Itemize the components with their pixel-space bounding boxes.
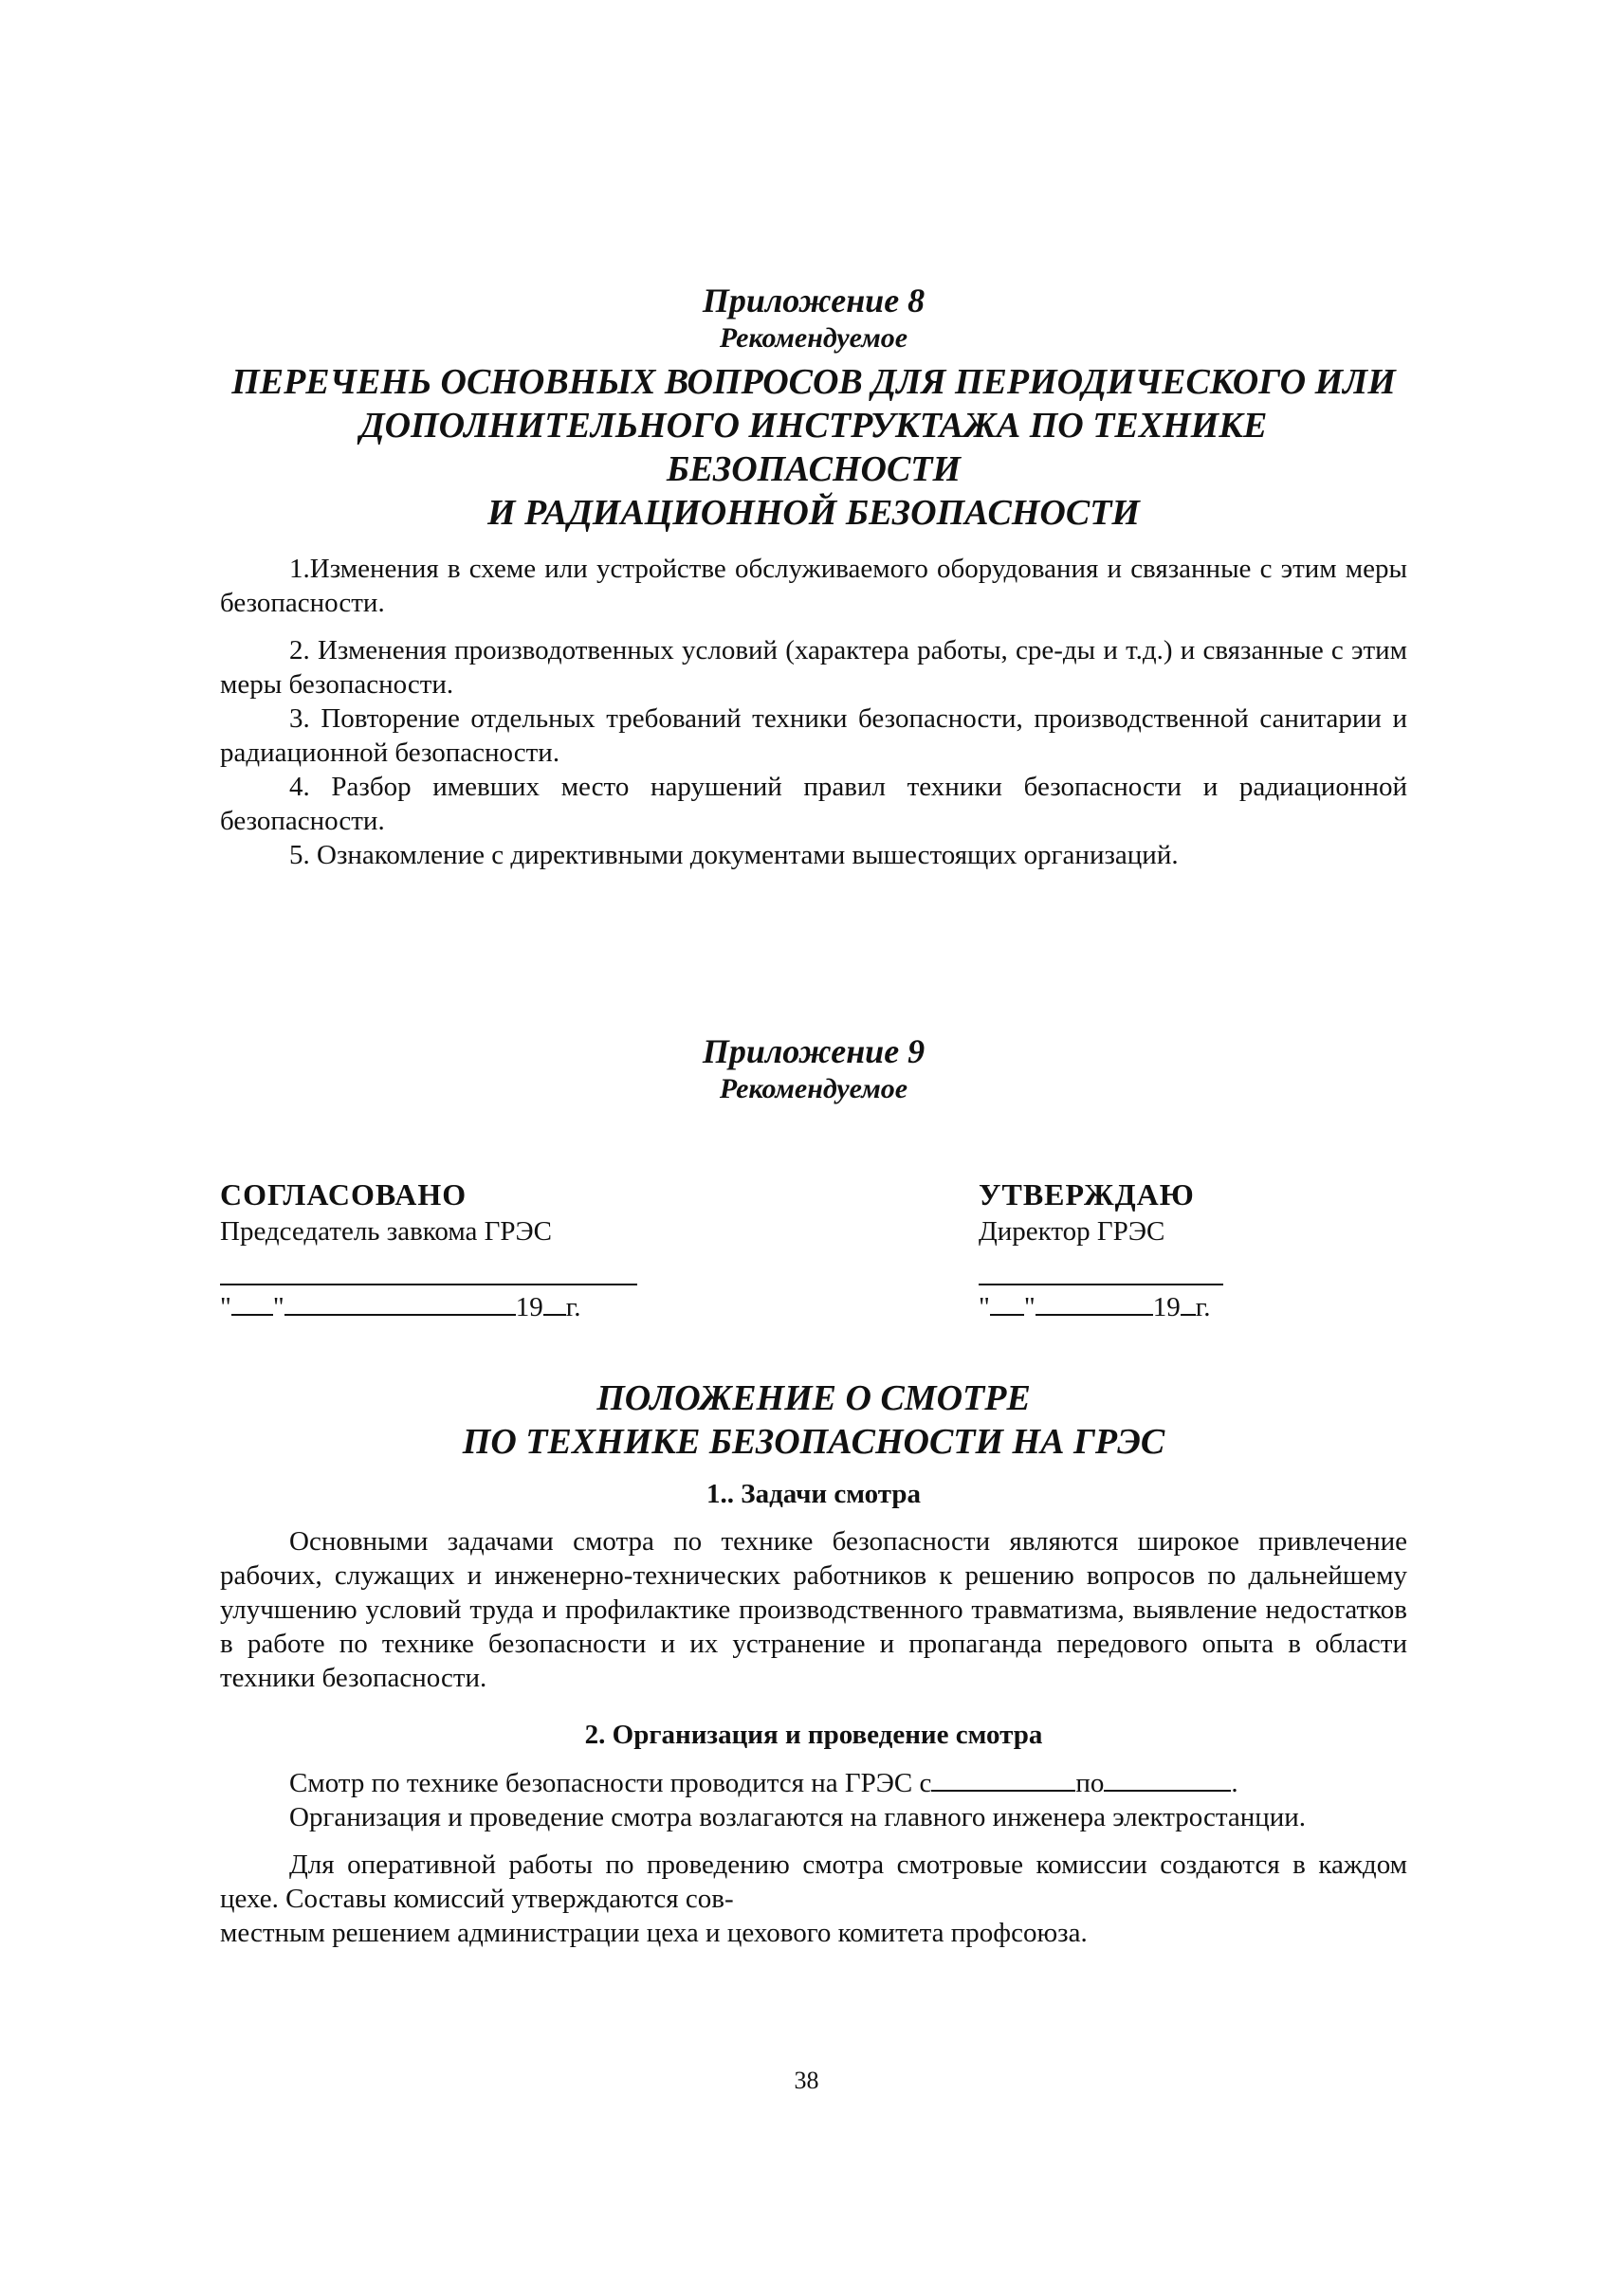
list-item: 2. Изменения производотвенных условий (характера работы, сре-ды и т.д.) и связанные с этим меры безопасности. — [220, 635, 1407, 700]
approve-role: Директор ГРЭС — [979, 1216, 1165, 1247]
section-2-heading: 2. Организация и проведение смотра — [584, 1720, 1043, 1750]
section-1-text: Основными задачами смотра по технике безопасности являются широкое привлечение рабочих, служащих и инженерно-технических работников к решению вопросов по дальнейшему улучшению условий труда и профилактике производственного травматизма, выявление недостатков в работе по технике безопасности и их устранение и пропаганда передового опыта в области техники безопасности. — [220, 1526, 1407, 1693]
title-line: ПЕРЕЧЕНЬ ОСНОВНЫХ ВОПРОСОВ ДЛЯ ПЕРИОДИЧЕСКОГО ИЛИ — [231, 362, 1396, 402]
agreed-date-line: " " 19 г. — [220, 1289, 637, 1322]
approve-date-line: " " 19 г. — [979, 1289, 1263, 1322]
title-line: ДОПОЛНИТЕЛЬНОГО ИНСТРУКТАЖА ПО ТЕХНИКЕ БЕЗОПАСНОСТИ — [359, 406, 1268, 489]
list-item: 5. Ознакомление с директивными документами вышестоящих организаций. — [289, 840, 1179, 870]
date-to-blank — [1104, 1765, 1231, 1792]
list-item: 4. Разбор имевших место нарушений правил техники безопасности и радиационной безопасности. — [220, 772, 1407, 836]
list-item: 3. Повторение отдельных требований техники безопасности, производственной санитарии и радиационной безопасности. — [220, 703, 1407, 768]
page-content — [220, 281, 1407, 1950]
appendix-8-label: Приложение 8 — [702, 282, 926, 319]
appendix-8-title — [220, 360, 1407, 535]
appendix-9-sublabel: Рекомендуемое — [719, 1073, 908, 1104]
approve-column — [979, 1175, 1263, 1322]
instruction-list — [220, 552, 1407, 872]
date-from-blank — [931, 1765, 1075, 1792]
approve-heading: УТВЕРЖДАЮ — [979, 1177, 1195, 1212]
section-2-paragraph: местным решением администрации цеха и цехового комитета профсоюза. — [220, 1918, 1088, 1948]
appendix-8-sublabel: Рекомендуемое — [719, 322, 908, 354]
list-item: 1.Изменения в схеме или устройстве обслуживаемого оборудования и связанные с этим меры безопасности. — [220, 554, 1407, 618]
page-number: 38 — [794, 2067, 819, 2094]
title-line: ПОЛОЖЕНИЕ О СМОТРЕ — [596, 1378, 1031, 1418]
agreed-role: Председатель завкома ГРЭС — [220, 1216, 553, 1247]
agreed-heading: СОГЛАСОВАНО — [220, 1177, 467, 1212]
approval-block — [220, 1175, 1407, 1344]
section-2-paragraph: Смотр по технике безопасности проводится на ГРЭС с по . — [220, 1765, 1407, 1800]
appendix-9-label: Приложение 9 — [702, 1032, 926, 1070]
section-1-heading: 1.. Задачи смотра — [706, 1479, 921, 1509]
regulation-title — [220, 1376, 1407, 1464]
section-2-paragraph: Организация и проведение смотра возлагаются на главного инженера электростанции. — [289, 1802, 1307, 1832]
approve-signature-line — [979, 1249, 1223, 1285]
title-line: ПО ТЕХНИКЕ БЕЗОПАСНОСТИ НА ГРЭС — [462, 1422, 1165, 1462]
agreed-signature-line — [220, 1249, 637, 1285]
agreed-column — [220, 1175, 637, 1322]
section-2-paragraph: Для оперативной работы по проведению смотра смотровые комиссии создаются в каждом цехе. Составы комиссий утверждаются сов- — [220, 1850, 1407, 1914]
title-line: И РАДИАЦИОННОЙ БЕЗОПАСНОСТИ — [487, 493, 1140, 533]
